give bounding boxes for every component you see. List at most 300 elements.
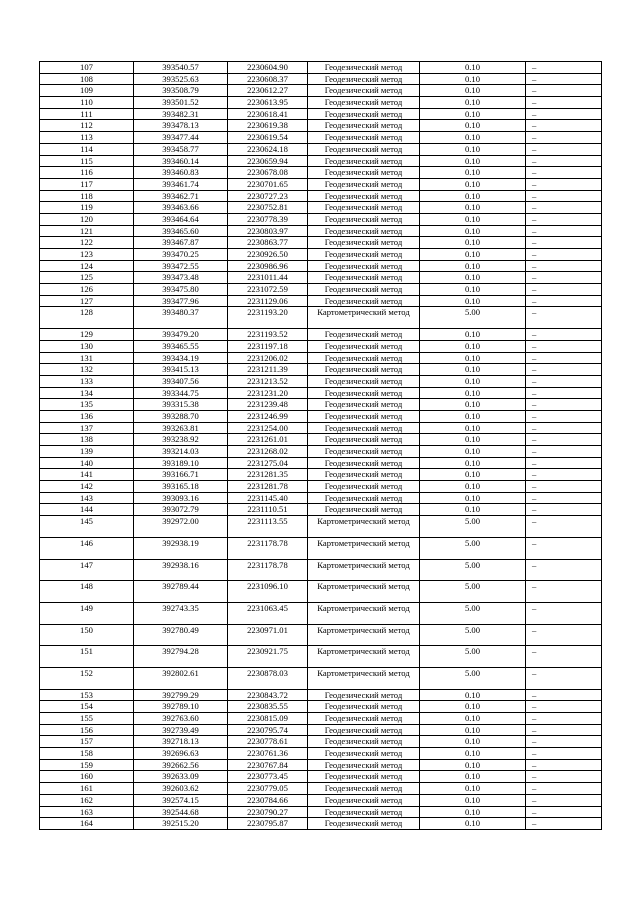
description-cell: – (526, 516, 602, 538)
x-coordinate-cell: 393434.19 (134, 352, 228, 364)
y-coordinate-cell: 2231096.10 (228, 581, 308, 603)
x-coordinate-cell: 393482.31 (134, 108, 228, 120)
point-number-cell: 112 (40, 120, 134, 132)
precision-cell: 0.10 (420, 713, 526, 725)
x-coordinate-cell: 393460.83 (134, 167, 228, 179)
table-row (40, 701, 602, 713)
x-coordinate-cell: 393238.92 (134, 434, 228, 446)
precision-cell: 0.10 (420, 202, 526, 214)
precision-cell: 0.10 (420, 340, 526, 352)
x-coordinate-cell: 393478.13 (134, 120, 228, 132)
description-cell: – (526, 340, 602, 352)
point-number-cell: 114 (40, 143, 134, 155)
y-coordinate-cell: 2230767.84 (228, 759, 308, 771)
y-coordinate-cell: 2231239.48 (228, 399, 308, 411)
y-coordinate-cell: 2231197.18 (228, 340, 308, 352)
x-coordinate-cell: 393477.96 (134, 295, 228, 307)
table-row (40, 213, 602, 225)
x-coordinate-cell: 393462.71 (134, 190, 228, 202)
description-cell: – (526, 190, 602, 202)
x-coordinate-cell: 393465.55 (134, 340, 228, 352)
x-coordinate-cell: 392802.61 (134, 667, 228, 689)
x-coordinate-cell: 392574.15 (134, 794, 228, 806)
precision-cell: 0.10 (420, 190, 526, 202)
description-cell: – (526, 260, 602, 272)
y-coordinate-cell: 2231011.44 (228, 272, 308, 284)
method-cell: Геодезический метод (308, 759, 420, 771)
precision-cell: 0.10 (420, 806, 526, 818)
x-coordinate-cell: 393508.79 (134, 85, 228, 97)
description-cell: – (526, 329, 602, 341)
point-number-cell: 109 (40, 85, 134, 97)
table-row (40, 62, 602, 74)
description-cell: – (526, 73, 602, 85)
method-cell: Геодезический метод (308, 132, 420, 144)
description-cell: – (526, 225, 602, 237)
precision-cell: 0.10 (420, 783, 526, 795)
y-coordinate-cell: 2231178.78 (228, 537, 308, 559)
table-row (40, 434, 602, 446)
precision-cell: 0.10 (420, 399, 526, 411)
description-cell: – (526, 602, 602, 624)
method-cell: Картометрический метод (308, 667, 420, 689)
y-coordinate-cell: 2230624.18 (228, 143, 308, 155)
y-coordinate-cell: 2230613.95 (228, 97, 308, 109)
x-coordinate-cell: 392780.49 (134, 624, 228, 646)
precision-cell: 0.10 (420, 759, 526, 771)
x-coordinate-cell: 392743.35 (134, 602, 228, 624)
table-row (40, 783, 602, 795)
table-row (40, 422, 602, 434)
table-row (40, 457, 602, 469)
precision-cell: 5.00 (420, 624, 526, 646)
point-number-cell: 126 (40, 284, 134, 296)
y-coordinate-cell: 2231145.40 (228, 492, 308, 504)
method-cell: Геодезический метод (308, 399, 420, 411)
point-number-cell: 125 (40, 272, 134, 284)
method-cell: Геодезический метод (308, 225, 420, 237)
y-coordinate-cell: 2231110.51 (228, 504, 308, 516)
x-coordinate-cell: 393189.10 (134, 457, 228, 469)
method-cell: Геодезический метод (308, 410, 420, 422)
point-number-cell: 153 (40, 689, 134, 701)
table-row (40, 237, 602, 249)
x-coordinate-cell: 393166.71 (134, 469, 228, 481)
y-coordinate-cell: 2230612.27 (228, 85, 308, 97)
description-cell: – (526, 249, 602, 261)
description-cell: – (526, 559, 602, 581)
x-coordinate-cell: 392972.00 (134, 516, 228, 538)
x-coordinate-cell: 393344.75 (134, 387, 228, 399)
table-row (40, 202, 602, 214)
y-coordinate-cell: 2231281.35 (228, 469, 308, 481)
method-cell: Картометрический метод (308, 307, 420, 329)
precision-cell: 0.10 (420, 167, 526, 179)
description-cell: – (526, 307, 602, 329)
precision-cell: 0.10 (420, 364, 526, 376)
x-coordinate-cell: 393415.13 (134, 364, 228, 376)
precision-cell: 0.10 (420, 422, 526, 434)
x-coordinate-cell: 392633.09 (134, 771, 228, 783)
table-row (40, 295, 602, 307)
x-coordinate-cell: 393463.66 (134, 202, 228, 214)
x-coordinate-cell: 392515.20 (134, 818, 228, 830)
method-cell: Геодезический метод (308, 284, 420, 296)
precision-cell: 0.10 (420, 410, 526, 422)
method-cell: Геодезический метод (308, 375, 420, 387)
precision-cell: 5.00 (420, 307, 526, 329)
y-coordinate-cell: 2230701.65 (228, 178, 308, 190)
description-cell: – (526, 85, 602, 97)
x-coordinate-cell: 392739.49 (134, 724, 228, 736)
method-cell: Геодезический метод (308, 329, 420, 341)
method-cell: Геодезический метод (308, 701, 420, 713)
y-coordinate-cell: 2231193.20 (228, 307, 308, 329)
method-cell: Геодезический метод (308, 364, 420, 376)
method-cell: Геодезический метод (308, 213, 420, 225)
coordinates-sheet (39, 61, 601, 830)
table-row (40, 537, 602, 559)
description-cell: – (526, 178, 602, 190)
description-cell: – (526, 624, 602, 646)
point-number-cell: 141 (40, 469, 134, 481)
precision-cell: 0.10 (420, 237, 526, 249)
table-row (40, 364, 602, 376)
table-row (40, 581, 602, 603)
y-coordinate-cell: 2231246.99 (228, 410, 308, 422)
x-coordinate-cell: 393165.18 (134, 481, 228, 493)
description-cell: – (526, 375, 602, 387)
method-cell: Геодезический метод (308, 504, 420, 516)
precision-cell: 5.00 (420, 559, 526, 581)
method-cell: Геодезический метод (308, 62, 420, 74)
precision-cell: 0.10 (420, 748, 526, 760)
precision-cell: 0.10 (420, 492, 526, 504)
table-row (40, 646, 602, 668)
description-cell: – (526, 646, 602, 668)
precision-cell: 0.10 (420, 736, 526, 748)
y-coordinate-cell: 2230803.97 (228, 225, 308, 237)
description-cell: – (526, 120, 602, 132)
point-number-cell: 159 (40, 759, 134, 771)
table-row (40, 469, 602, 481)
precision-cell: 5.00 (420, 602, 526, 624)
point-number-cell: 130 (40, 340, 134, 352)
point-number-cell: 121 (40, 225, 134, 237)
y-coordinate-cell: 2230619.38 (228, 120, 308, 132)
y-coordinate-cell: 2231113.55 (228, 516, 308, 538)
method-cell: Картометрический метод (308, 516, 420, 538)
x-coordinate-cell: 392603.62 (134, 783, 228, 795)
description-cell: – (526, 167, 602, 179)
description-cell: – (526, 352, 602, 364)
method-cell: Картометрический метод (308, 559, 420, 581)
precision-cell: 0.10 (420, 434, 526, 446)
point-number-cell: 138 (40, 434, 134, 446)
method-cell: Геодезический метод (308, 260, 420, 272)
precision-cell: 0.10 (420, 446, 526, 458)
method-cell: Геодезический метод (308, 713, 420, 725)
table-row (40, 481, 602, 493)
description-cell: – (526, 446, 602, 458)
description-cell: – (526, 537, 602, 559)
precision-cell: 0.10 (420, 469, 526, 481)
x-coordinate-cell: 393501.52 (134, 97, 228, 109)
x-coordinate-cell: 393465.60 (134, 225, 228, 237)
precision-cell: 0.10 (420, 143, 526, 155)
point-number-cell: 116 (40, 167, 134, 179)
precision-cell: 0.10 (420, 504, 526, 516)
description-cell: – (526, 667, 602, 689)
point-number-cell: 149 (40, 602, 134, 624)
precision-cell: 5.00 (420, 581, 526, 603)
point-number-cell: 157 (40, 736, 134, 748)
description-cell: – (526, 457, 602, 469)
y-coordinate-cell: 2230761.36 (228, 748, 308, 760)
precision-cell: 0.10 (420, 62, 526, 74)
x-coordinate-cell: 392789.44 (134, 581, 228, 603)
table-row (40, 329, 602, 341)
method-cell: Геодезический метод (308, 469, 420, 481)
point-number-cell: 154 (40, 701, 134, 713)
description-cell: – (526, 771, 602, 783)
description-cell: – (526, 783, 602, 795)
table-row (40, 190, 602, 202)
table-row (40, 178, 602, 190)
method-cell: Картометрический метод (308, 646, 420, 668)
method-cell: Картометрический метод (308, 537, 420, 559)
method-cell: Геодезический метод (308, 724, 420, 736)
x-coordinate-cell: 392938.16 (134, 559, 228, 581)
table-row (40, 559, 602, 581)
precision-cell: 0.10 (420, 155, 526, 167)
table-row (40, 667, 602, 689)
method-cell: Геодезический метод (308, 340, 420, 352)
point-number-cell: 136 (40, 410, 134, 422)
description-cell: – (526, 364, 602, 376)
description-cell: – (526, 469, 602, 481)
description-cell: – (526, 504, 602, 516)
method-cell: Картометрический метод (308, 602, 420, 624)
point-number-cell: 150 (40, 624, 134, 646)
precision-cell: 0.10 (420, 73, 526, 85)
method-cell: Геодезический метод (308, 481, 420, 493)
y-coordinate-cell: 2230778.61 (228, 736, 308, 748)
table-row (40, 108, 602, 120)
precision-cell: 0.10 (420, 132, 526, 144)
point-number-cell: 140 (40, 457, 134, 469)
x-coordinate-cell: 393472.55 (134, 260, 228, 272)
method-cell: Геодезический метод (308, 73, 420, 85)
x-coordinate-cell: 392696.63 (134, 748, 228, 760)
table-row (40, 736, 602, 748)
precision-cell: 0.10 (420, 689, 526, 701)
x-coordinate-cell: 392544.68 (134, 806, 228, 818)
precision-cell: 0.10 (420, 260, 526, 272)
precision-cell: 0.10 (420, 213, 526, 225)
y-coordinate-cell: 2231211.39 (228, 364, 308, 376)
x-coordinate-cell: 393477.44 (134, 132, 228, 144)
description-cell: – (526, 422, 602, 434)
method-cell: Геодезический метод (308, 736, 420, 748)
y-coordinate-cell: 2230790.27 (228, 806, 308, 818)
y-coordinate-cell: 2230619.54 (228, 132, 308, 144)
precision-cell: 0.10 (420, 108, 526, 120)
description-cell: – (526, 202, 602, 214)
precision-cell: 0.10 (420, 225, 526, 237)
method-cell: Геодезический метод (308, 295, 420, 307)
description-cell: – (526, 410, 602, 422)
description-cell: – (526, 689, 602, 701)
x-coordinate-cell: 392662.56 (134, 759, 228, 771)
description-cell: – (526, 284, 602, 296)
coordinates-table-body (40, 62, 602, 830)
method-cell: Геодезический метод (308, 85, 420, 97)
method-cell: Геодезический метод (308, 237, 420, 249)
point-number-cell: 135 (40, 399, 134, 411)
table-row (40, 794, 602, 806)
x-coordinate-cell: 392789.10 (134, 701, 228, 713)
table-row (40, 771, 602, 783)
table-row (40, 97, 602, 109)
y-coordinate-cell: 2230971.01 (228, 624, 308, 646)
y-coordinate-cell: 2230727.23 (228, 190, 308, 202)
y-coordinate-cell: 2230678.08 (228, 167, 308, 179)
x-coordinate-cell: 393407.56 (134, 375, 228, 387)
description-cell: – (526, 701, 602, 713)
method-cell: Геодезический метод (308, 434, 420, 446)
x-coordinate-cell: 393093.16 (134, 492, 228, 504)
x-coordinate-cell: 393467.87 (134, 237, 228, 249)
y-coordinate-cell: 2230608.37 (228, 73, 308, 85)
point-number-cell: 139 (40, 446, 134, 458)
method-cell: Геодезический метод (308, 818, 420, 830)
point-number-cell: 108 (40, 73, 134, 85)
point-number-cell: 163 (40, 806, 134, 818)
y-coordinate-cell: 2231275.04 (228, 457, 308, 469)
table-row (40, 307, 602, 329)
precision-cell: 0.10 (420, 352, 526, 364)
y-coordinate-cell: 2230604.90 (228, 62, 308, 74)
table-row (40, 120, 602, 132)
method-cell: Геодезический метод (308, 352, 420, 364)
description-cell: – (526, 748, 602, 760)
description-cell: – (526, 295, 602, 307)
precision-cell: 0.10 (420, 85, 526, 97)
method-cell: Геодезический метод (308, 771, 420, 783)
method-cell: Геодезический метод (308, 249, 420, 261)
y-coordinate-cell: 2230878.03 (228, 667, 308, 689)
y-coordinate-cell: 2230795.74 (228, 724, 308, 736)
y-coordinate-cell: 2230926.50 (228, 249, 308, 261)
y-coordinate-cell: 2231063.45 (228, 602, 308, 624)
method-cell: Геодезический метод (308, 143, 420, 155)
description-cell: – (526, 724, 602, 736)
precision-cell: 5.00 (420, 646, 526, 668)
method-cell: Картометрический метод (308, 581, 420, 603)
table-row (40, 260, 602, 272)
method-cell: Геодезический метод (308, 446, 420, 458)
precision-cell: 5.00 (420, 667, 526, 689)
y-coordinate-cell: 2230779.05 (228, 783, 308, 795)
table-row (40, 759, 602, 771)
method-cell: Геодезический метод (308, 422, 420, 434)
method-cell: Геодезический метод (308, 190, 420, 202)
method-cell: Геодезический метод (308, 689, 420, 701)
x-coordinate-cell: 393288.70 (134, 410, 228, 422)
x-coordinate-cell: 393315.38 (134, 399, 228, 411)
x-coordinate-cell: 392763.60 (134, 713, 228, 725)
x-coordinate-cell: 393470.25 (134, 249, 228, 261)
point-number-cell: 133 (40, 375, 134, 387)
x-coordinate-cell: 393072.79 (134, 504, 228, 516)
point-number-cell: 132 (40, 364, 134, 376)
y-coordinate-cell: 2231254.00 (228, 422, 308, 434)
y-coordinate-cell: 2230863.77 (228, 237, 308, 249)
table-row (40, 249, 602, 261)
point-number-cell: 127 (40, 295, 134, 307)
table-row (40, 516, 602, 538)
point-number-cell: 119 (40, 202, 134, 214)
table-row (40, 167, 602, 179)
y-coordinate-cell: 2230986.96 (228, 260, 308, 272)
point-number-cell: 143 (40, 492, 134, 504)
coordinates-table (39, 61, 602, 830)
method-cell: Геодезический метод (308, 120, 420, 132)
table-row (40, 155, 602, 167)
point-number-cell: 151 (40, 646, 134, 668)
description-cell: – (526, 713, 602, 725)
precision-cell: 0.10 (420, 818, 526, 830)
description-cell: – (526, 794, 602, 806)
precision-cell: 0.10 (420, 120, 526, 132)
point-number-cell: 142 (40, 481, 134, 493)
method-cell: Геодезический метод (308, 202, 420, 214)
precision-cell: 5.00 (420, 516, 526, 538)
point-number-cell: 146 (40, 537, 134, 559)
table-row (40, 748, 602, 760)
description-cell: – (526, 818, 602, 830)
y-coordinate-cell: 2231178.78 (228, 559, 308, 581)
y-coordinate-cell: 2231206.02 (228, 352, 308, 364)
y-coordinate-cell: 2231129.06 (228, 295, 308, 307)
point-number-cell: 122 (40, 237, 134, 249)
precision-cell: 0.10 (420, 272, 526, 284)
table-row (40, 410, 602, 422)
y-coordinate-cell: 2230659.94 (228, 155, 308, 167)
precision-cell: 0.10 (420, 284, 526, 296)
description-cell: – (526, 581, 602, 603)
table-row (40, 624, 602, 646)
x-coordinate-cell: 393473.48 (134, 272, 228, 284)
point-number-cell: 124 (40, 260, 134, 272)
point-number-cell: 162 (40, 794, 134, 806)
table-row (40, 340, 602, 352)
precision-cell: 0.10 (420, 457, 526, 469)
point-number-cell: 123 (40, 249, 134, 261)
precision-cell: 0.10 (420, 794, 526, 806)
point-number-cell: 111 (40, 108, 134, 120)
table-row (40, 387, 602, 399)
method-cell: Геодезический метод (308, 387, 420, 399)
point-number-cell: 117 (40, 178, 134, 190)
table-row (40, 602, 602, 624)
y-coordinate-cell: 2230778.39 (228, 213, 308, 225)
precision-cell: 0.10 (420, 249, 526, 261)
table-row (40, 284, 602, 296)
description-cell: – (526, 492, 602, 504)
table-row (40, 143, 602, 155)
